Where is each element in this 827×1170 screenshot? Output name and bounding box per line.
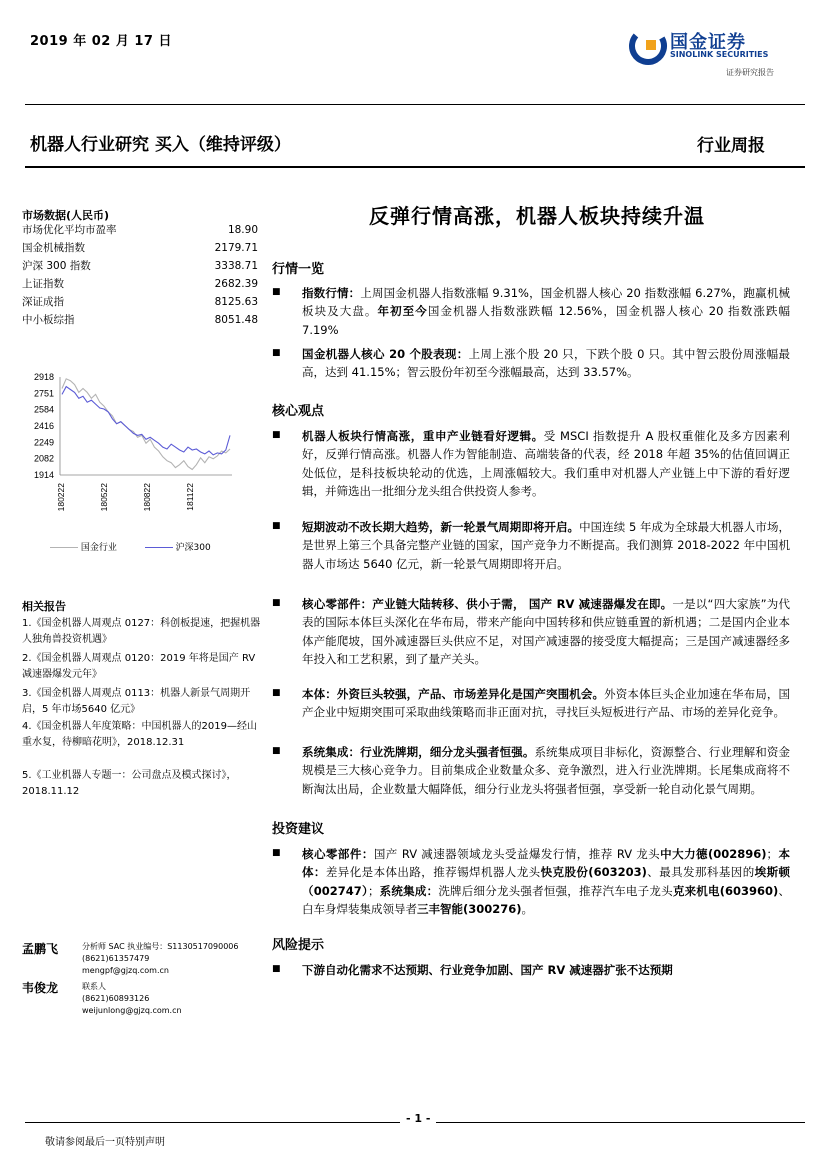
bullet-square-icon: ■	[272, 848, 281, 858]
header-rule-bottom	[25, 166, 805, 168]
main-title: 反弹行情高涨，机器人板块持续升温	[369, 204, 705, 228]
related-reports-title: 相关报告	[22, 600, 66, 613]
logo-english: SINOLINK SECURITIES	[670, 50, 769, 59]
logo-name: 国金证券	[670, 32, 746, 53]
x-tick-label: 181122	[185, 483, 196, 511]
y-tick-label: 2918	[33, 372, 54, 382]
section-heading-invest: 投资建议	[272, 822, 325, 837]
logo-mark-icon	[628, 26, 668, 66]
analyst-email[interactable]: mengpf@gjzq.com.cn	[82, 966, 169, 975]
bullet-square-icon: ■	[272, 521, 281, 531]
bullet-square-icon: ■	[272, 688, 281, 698]
market-data-title: 市场数据(人民币)	[22, 209, 110, 222]
x-tick-label: 180222	[56, 483, 66, 512]
y-tick-label: 2082	[33, 453, 54, 464]
bullet-square-icon: ■	[272, 964, 281, 974]
x-tick-label: 180522	[99, 483, 110, 512]
market-row: 上证指数 2682.39	[22, 278, 258, 290]
analyst-email[interactable]: weijunlong@gjzq.com.cn	[82, 1006, 182, 1015]
y-tick-label: 1914	[33, 470, 54, 480]
report-type: 行业周报	[697, 136, 765, 156]
market-row: 中小板综指 8051.48	[22, 314, 258, 326]
section-heading-market: 行情一览	[272, 262, 325, 277]
page-number: - 1 -	[400, 1112, 436, 1125]
y-tick-label: 2751	[33, 388, 54, 399]
legend-swatch-industry	[50, 547, 78, 548]
chart-legend	[50, 540, 211, 553]
analyst-info: 联系人 (8621)60893126 weijunlong@gjzq.com.cn	[82, 982, 182, 1015]
y-tick-label: 2416	[33, 421, 54, 431]
y-tick-label: 2249	[33, 437, 54, 448]
bullet-square-icon: ■	[272, 430, 281, 440]
report-date: 2019 年 02 月 17 日	[30, 34, 172, 49]
section-heading-risk: 风险提示	[272, 938, 325, 953]
related-report-item[interactable]: 4.《国金机器人年度策略：中国机器人的2019—经山重水复，待柳暗花明》，2018.12.31	[22, 721, 257, 748]
section-heading-core: 核心观点	[272, 404, 325, 419]
analyst-info: 分析师 SAC 执业编号：S1130517090006 (8621)61357479 mengpf@gjzq.com.cn	[82, 942, 239, 975]
report-title-line: 机器人行业研究 买入（维持评级）	[30, 135, 291, 155]
logo-subtitle: 证券研究报告	[726, 68, 774, 77]
related-report-item[interactable]: 1.《国金机器人周观点 0127：科创板提速，把握机器人独角兽投资机遇》	[22, 618, 261, 645]
y-tick-label: 2584	[33, 404, 54, 415]
analyst-name: 孟鹏飞	[22, 942, 59, 956]
analyst-name: 韦俊龙	[22, 981, 59, 995]
related-report-item[interactable]: 3.《国金机器人周观点 0113：机器人新景气周期开启，5 年市场5640 亿元》	[22, 688, 251, 715]
related-report-item[interactable]: 2.《国金机器人周观点 0120：2019 年将是国产 RV 减速器爆发元年》	[22, 653, 256, 680]
footer-disclaimer: 敬请参阅最后一页特别声明	[45, 1137, 165, 1148]
market-row: 市场优化平均市盈率 18.90	[22, 224, 258, 236]
series-line-hs300	[62, 387, 230, 455]
related-report-item[interactable]: 5.《工业机器人专题一：公司盘点及模式探讨》，2018.11.12	[22, 770, 237, 797]
legend-swatch-hs300	[145, 547, 173, 548]
legend-label: 沪深300	[175, 543, 211, 553]
market-row: 沪深 300 指数 3338.71	[22, 260, 258, 272]
bullet-square-icon: ■	[272, 746, 281, 756]
bullet-square-icon: ■	[272, 348, 281, 358]
legend-label: 国金行业	[80, 543, 117, 553]
bullet-square-icon: ■	[272, 287, 281, 297]
bullet-square-icon: ■	[272, 598, 281, 608]
market-row: 深证成指 8125.63	[22, 296, 258, 308]
index-chart	[22, 365, 244, 565]
header-rule-top	[25, 104, 805, 105]
x-tick-label: 180822	[142, 483, 153, 512]
series-line-industry	[62, 379, 230, 470]
market-row: 国金机械指数 2179.71	[22, 242, 258, 254]
